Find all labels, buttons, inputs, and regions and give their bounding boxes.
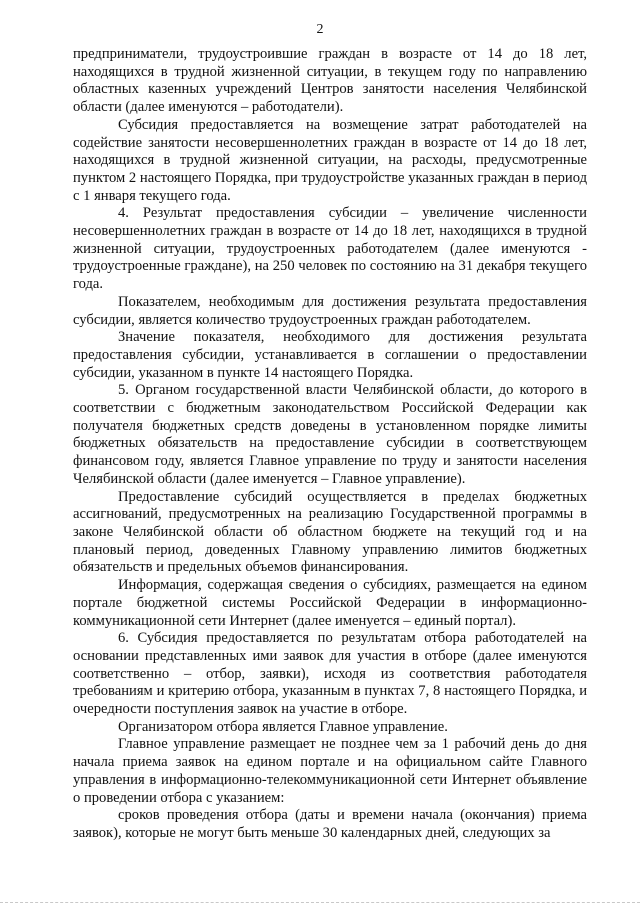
paragraph: Предоставление субсидий осуществляется в пределах бюджетных ассигнований, предусмотренных на реализацию Государственной программы в законе Челябинской области об областном бюджете на текущий год и на плановый период, доведенных Главному управлению лимитов бюджетных обязательств и предельных объемов финансирования. (73, 488, 587, 576)
paragraph: сроков проведения отбора (даты и времени начала (окончания) приема заявок), которые не могут быть меньше 30 календарных дней, следующих за (73, 807, 587, 841)
page-number: 2 (316, 22, 324, 37)
paragraph: предприниматели, трудоустроившие граждан в возрасте от 14 до 18 лет, находящихся в трудной жизненной ситуации, в текущем году по направлению областных казенных учреждений Центров занятости населения Челябинской области (далее именуются – работодатели). (73, 46, 587, 116)
paragraph: Субсидия предоставляется на возмещение затрат работодателей на содействие занятости несовершеннолетних граждан в возрасте от 14 до 18 лет, находящихся в трудной жизненной ситуации, на расходы, предусмотренные пунктом 2 настоящего Порядка, при трудоустройстве указанных граждан в период с 1 января текущего года. (73, 116, 587, 204)
paragraph: 6. Субсидия предоставляется по результатам отбора работодателей на основании представленных ими заявок для участия в отборе (далее именуются соответственно – отбор, заявки), исходя из соответствия работодателя требованиям и критерию отбора, указанным в пунктах 7, 8 настоящего Порядка, и очередности поступления заявок на участие в отборе. (73, 630, 587, 718)
scan-edge-divider (0, 900, 640, 903)
paragraph: 4. Результат предоставления субсидии – увеличение численности несовершеннолетних граждан в возрасте от 14 до 18 лет, находящихся в трудной жизненной ситуации, трудоустроенных работодателем (далее именуются - трудоустроенные граждане), на 250 человек по состоянию на 31 декабря текущего года. (73, 205, 587, 293)
paragraph: Показателем, необходимым для достижения результата предоставления субсидии, является количество трудоустроенных граждан работодателем. (73, 293, 587, 328)
paragraph: Значение показателя, необходимого для достижения результата предоставления субсидии, устанавливается в соглашении о предоставлении субсидии, указанном в пункте 14 настоящего Порядка. (73, 329, 587, 381)
paragraph: Главное управление размещает не позднее чем за 1 рабочий день до дня начала приема заявок на едином портале и на официальном сайте Главного управления в информационно-телекоммуникационной сети Интернет объявление о проведении отбора с указанием: (73, 736, 587, 806)
paragraph: Информация, содержащая сведения о субсидиях, размещается на едином портале бюджетной системы Российской Федерации в информационно-коммуникационной сети Интернет (далее именуется – единый портал). (73, 577, 587, 629)
paragraph: Организатором отбора является Главное управление. (118, 718, 448, 735)
body-text (73, 46, 587, 843)
paragraph: 5. Органом государственной власти Челябинской области, до которого в соответствии с бюджетным законодательством Российской Федерации как получателя бюджетных средств доведены в установленном порядке лимиты бюджетных обязательств на предоставление субсидии в соответствующем финансовом году, является Главное управление по труду и занятости населения Челябинской области (далее именуется – Главное управление). (73, 382, 587, 487)
